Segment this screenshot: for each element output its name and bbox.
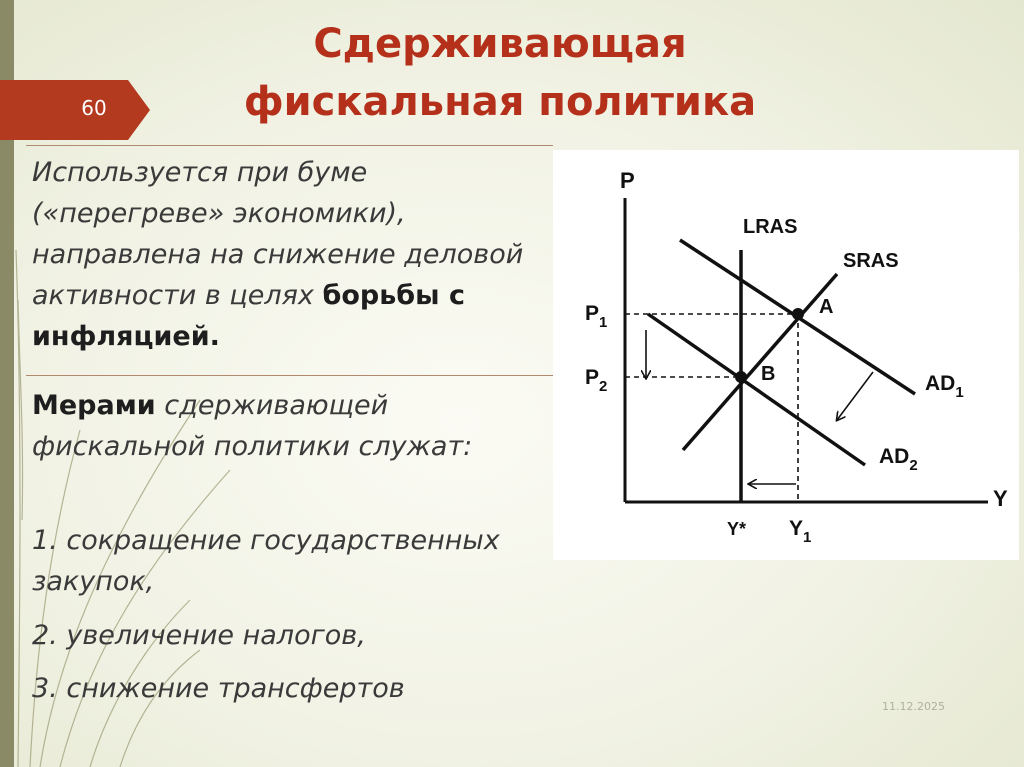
title-line-1: Сдерживающая bbox=[313, 21, 687, 67]
p1-label bbox=[585, 302, 607, 331]
point-b-dot bbox=[735, 371, 747, 383]
divider-top bbox=[26, 145, 553, 146]
p2-label bbox=[585, 366, 607, 395]
ad2-label bbox=[879, 445, 918, 474]
ad2-label-main: AD bbox=[879, 445, 910, 468]
measures-bold: Мерами bbox=[32, 390, 156, 421]
p1-label-main: P bbox=[585, 302, 600, 325]
title-line-2: фискальная политика bbox=[243, 79, 757, 125]
y1-label-main: Y bbox=[789, 517, 804, 540]
sras-line bbox=[683, 274, 837, 450]
ad2-label-sub: 2 bbox=[909, 457, 918, 474]
usage-text-bold: борьбы с инфляцией. bbox=[32, 280, 465, 352]
as-ad-diagram bbox=[553, 150, 1019, 560]
ad1-label-main: AD bbox=[925, 372, 956, 395]
axis-x-label: Y bbox=[993, 486, 1008, 511]
ad2-line bbox=[648, 314, 865, 465]
paragraph-usage bbox=[32, 152, 532, 357]
slide-number: 60 bbox=[81, 96, 107, 120]
ad-shift-arrow bbox=[837, 372, 873, 420]
divider-middle bbox=[26, 375, 553, 376]
measure-item-1: 1. сокращение государственных закупок, bbox=[32, 525, 500, 597]
ad1-label-sub: 1 bbox=[955, 384, 964, 401]
ad1-label bbox=[925, 372, 964, 401]
measure-item-3: 3. снижение трансфертов bbox=[32, 673, 405, 704]
y-star-label: Y* bbox=[727, 519, 747, 539]
usage-text: Используется при буме («перегреве» экономики), направлена на снижение деловой активности в целях bbox=[32, 157, 524, 311]
slide-title bbox=[170, 15, 830, 131]
lras-label: LRAS bbox=[743, 216, 798, 238]
p1-label-sub: 1 bbox=[599, 314, 608, 331]
p2-label-main: P bbox=[585, 366, 600, 389]
point-a-dot bbox=[792, 308, 804, 320]
slide-date: 11.12.2025 bbox=[882, 700, 945, 713]
paragraph-measures bbox=[32, 385, 532, 467]
measure-item-2: 2. увеличение налогов, bbox=[32, 620, 366, 651]
y1-label-sub: 1 bbox=[803, 529, 812, 546]
sras-label: SRAS bbox=[843, 250, 899, 272]
axis-y-label: P bbox=[620, 168, 635, 193]
p2-label-sub: 2 bbox=[599, 378, 608, 395]
measures-text: сдерживающей фискальной политики служат: bbox=[32, 390, 473, 462]
point-b-label: B bbox=[761, 363, 776, 385]
y1-label bbox=[789, 517, 811, 546]
as-ad-diagram-svg bbox=[553, 150, 1019, 560]
point-a-label: A bbox=[819, 296, 834, 318]
